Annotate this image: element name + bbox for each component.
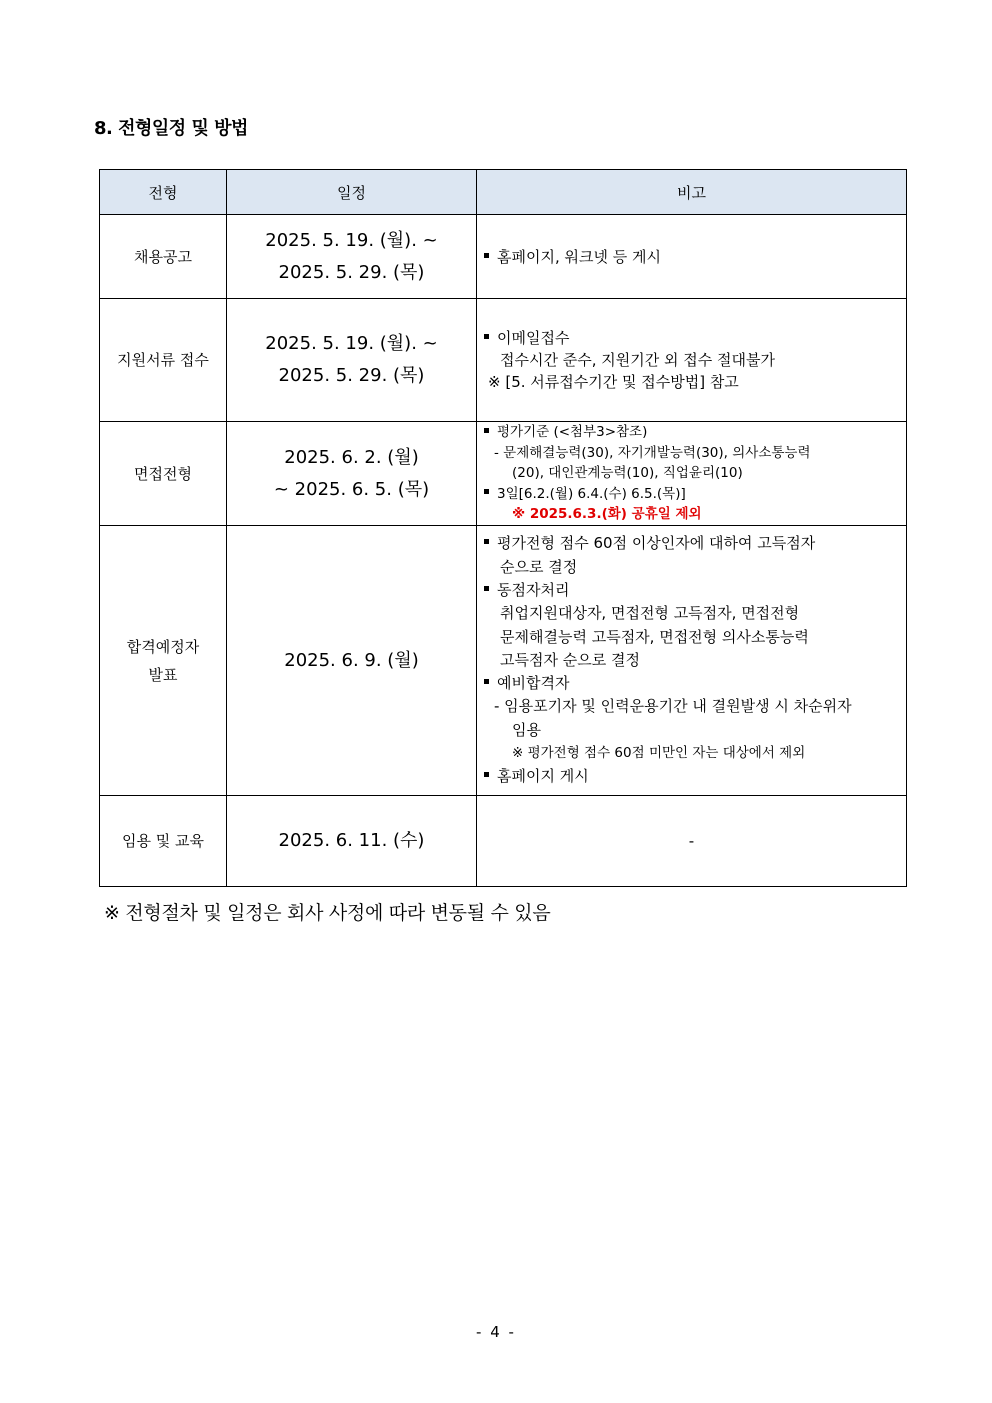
note-line: 문제해결능력 고득점자, 면접전형 의사소통능력 (500, 627, 809, 646)
note-line: 평가기준 (<첨부3>참조) (484, 422, 906, 443)
stage-label: 임용 및 교육 (122, 832, 204, 850)
header-date: 일정 (227, 170, 477, 215)
bullet-icon (484, 253, 489, 258)
holiday-note: ※ 2025.6.3.(화) 공휴일 제외 (512, 506, 702, 523)
bullet-icon (484, 539, 489, 544)
note-line: 이메일접수 (484, 327, 906, 349)
note-line: ※ 평가전형 점수 60점 미만인 자는 대상에서 제외 (512, 745, 806, 762)
table-header-row (100, 170, 907, 215)
table-row (100, 422, 907, 526)
note-line: 취업지원대상자, 면접전형 고득점자, 면접전형 (500, 604, 800, 623)
date-line: 2025. 5. 29. (목) (278, 365, 425, 386)
date-cell (227, 299, 477, 422)
date-line: 2025. 5. 19. (월). ~ (265, 229, 438, 251)
date-line: 2025. 5. 19. (월). ~ (265, 333, 438, 354)
note-line: - 문제해결능력(30), 자기개발능력(30), 의사소통능력 (494, 444, 811, 461)
table-row (100, 796, 907, 887)
date-line: 2025. 5. 29. (목) (278, 261, 425, 283)
stage-label: 지원서류 접수 (117, 351, 209, 369)
date-cell (227, 796, 477, 887)
date-line: 2025. 6. 2. (월) (284, 446, 419, 468)
schedule-table (99, 169, 907, 887)
note-line: ※ [5. 서류접수기간 및 접수방법] 참고 (488, 373, 739, 391)
note-cell (477, 422, 907, 526)
note-cell (477, 526, 907, 796)
date-line: 2025. 6. 11. (수) (278, 830, 425, 851)
table-row (100, 299, 907, 422)
note-cell (477, 299, 907, 422)
bullet-icon (484, 586, 489, 591)
bullet-icon (484, 772, 489, 777)
note-line: 3일[6.2.(월) 6.4.(수) 6.5.(목)] (484, 484, 906, 505)
bullet-icon (484, 334, 489, 339)
bullet-icon (484, 428, 489, 433)
stage-label: 합격예정자 (126, 637, 200, 656)
header-stage: 전형 (100, 170, 227, 215)
date-line: ~ 2025. 6. 5. (목) (273, 478, 430, 500)
stage-cell (100, 526, 227, 796)
table-row (100, 215, 907, 299)
stage-cell (100, 422, 227, 526)
header-note: 비고 (477, 170, 907, 215)
note-line: (20), 대인관계능력(10), 직업윤리(10) (512, 465, 743, 482)
stage-cell (100, 299, 227, 422)
note-line: 접수시간 준수, 지원기간 외 접수 절대불가 (500, 351, 775, 369)
schedule-footnote: ※ 전형절차 및 일정은 회사 사정에 따라 변동될 수 있음 (104, 902, 551, 924)
note-line: - (688, 832, 695, 850)
page-number: - 4 - (476, 1323, 516, 1341)
note-line: 홈페이지, 워크넷 등 게시 (484, 246, 906, 268)
stage-cell (100, 215, 227, 299)
note-line: - 임용포기자 및 인력운용기간 내 결원발생 시 차순위자 (494, 697, 852, 716)
date-cell (227, 422, 477, 526)
date-cell (227, 526, 477, 796)
date-line: 2025. 6. 9. (월) (284, 649, 419, 671)
stage-label: 발표 (148, 665, 178, 684)
note-line: 예비합격자 (484, 672, 906, 695)
section-title: 8. 전형일정 및 방법 (94, 118, 248, 139)
date-cell (227, 215, 477, 299)
note-line: 임용 (512, 720, 541, 739)
table-row (100, 526, 907, 796)
note-line: 평가전형 점수 60점 이상인자에 대하여 고득점자 (484, 532, 906, 555)
stage-label: 채용공고 (134, 247, 192, 266)
note-line: 동점자처리 (484, 579, 906, 602)
note-line: 홈페이지 게시 (484, 765, 906, 788)
stage-cell (100, 796, 227, 887)
note-line: 고득점자 순으로 결정 (500, 650, 640, 669)
note-cell (477, 215, 907, 299)
note-line: 순으로 결정 (500, 557, 578, 576)
bullet-icon (484, 489, 489, 494)
stage-label: 면접전형 (134, 464, 192, 483)
bullet-icon (484, 679, 489, 684)
note-cell (477, 796, 907, 887)
